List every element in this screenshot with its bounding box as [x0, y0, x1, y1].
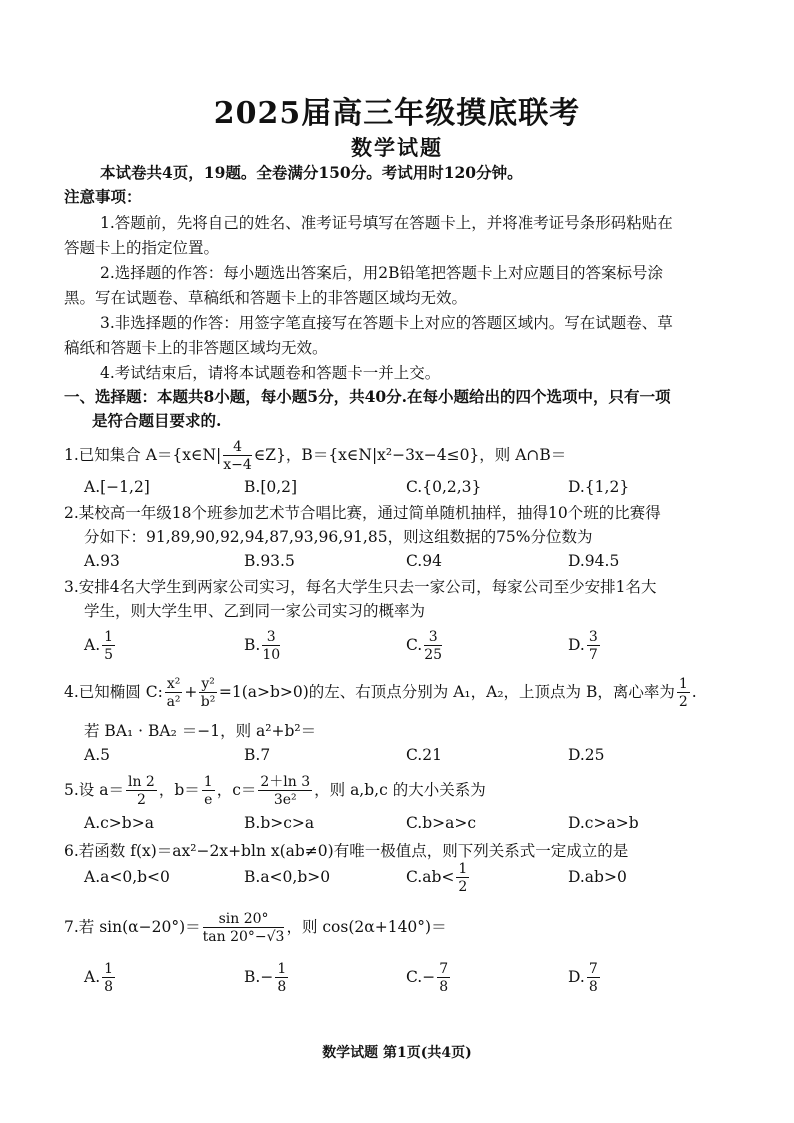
question-6-options — [84, 861, 724, 904]
question-2-stem: 2.某校高一年级18个班参加艺术节合唱比赛，通过简单随机抽样，抽得10个班的比赛得 — [64, 504, 661, 522]
option-b: B.[0,2] — [244, 478, 298, 496]
question-1-stem: 1.已知集合 A＝{x∈N| $\frac{4}{x-4}$ ∈Z}，B＝{x∈N|x²−3x−4≤0}，则 A∩B＝ — [64, 439, 567, 473]
option-d: D. $\frac{7}{8}$ — [568, 961, 598, 995]
option-a: A.c>b>a — [84, 814, 154, 832]
option-c: C.21 — [406, 746, 442, 764]
option-d: D.c>a>b — [568, 814, 639, 832]
page-footer: 数学试题 第1页(共4页) — [322, 1045, 472, 1061]
section-heading: 一、选择题：本题共8小题，每小题5分，共40分.在每小题给出的四个选项中，只有一项 — [64, 387, 671, 406]
option-d: D.{1,2} — [568, 478, 630, 496]
option-a: A.5 — [84, 746, 110, 764]
option-d: D.ab>0 — [568, 868, 627, 886]
note-line: 4.考试结束后，请将本试题卷和答题卡一并上交。 — [100, 364, 441, 382]
option-a: A.[−1,2] — [84, 478, 150, 496]
option-b: B.b>c>a — [244, 814, 315, 832]
note-line: 2.选择题的作答：每小题选出答案后，用2B铅笔把答题卡上对应题目的答案标号涂 — [100, 264, 664, 282]
option-c: C.b>a>c — [406, 814, 477, 832]
question-7-options — [84, 962, 724, 998]
option-b: B.7 — [244, 746, 271, 764]
section-heading-cont: 是符合题目要求的. — [92, 411, 222, 430]
question-3-stem-cont: 学生，则大学生甲、乙到同一家公司实习的概率为 — [84, 602, 426, 620]
note-line: 3.非选择题的作答：用签字笔直接写在答题卡上对应的答题区域内。写在试题卷、草 — [100, 314, 673, 332]
question-6-stem: 6.若函数 f(x)＝ax²−2x+bln x(ab≠0)有唯一极值点，则下列关系式一定成立的是 — [64, 842, 629, 860]
option-b: B.93.5 — [244, 552, 295, 570]
note-line: 黑。写在试题卷、草稿纸和答题卡上的非答题区域均无效。 — [64, 289, 468, 307]
option-c: C.− $\frac{7}{8}$ — [406, 961, 449, 995]
option-c: C. $\frac{3}{25}$ — [406, 629, 443, 663]
option-d: D.94.5 — [568, 552, 620, 570]
exam-info: 本试卷共4页，19题。全卷满分150分。考试用时120分钟。 — [100, 163, 523, 182]
option-a: A. $\frac{1}{5}$ — [84, 629, 114, 663]
question-5-stem: 5.设 a＝ $\frac{\ln 2}{2}$ ，b＝ $\frac{1}{e}$ ，c＝ $\frac{2+\ln 3}{\text{3e²}}$ ，则 a,b,c 的大小关系为 — [64, 774, 486, 808]
question-5-options — [84, 814, 724, 838]
option-a: A.93 — [84, 552, 120, 570]
exam-subtitle: 数学试题 — [351, 135, 443, 160]
option-b: B. $\frac{3}{10}$ — [244, 629, 281, 663]
question-3-options — [84, 630, 724, 666]
question-4-stem-cont: 若 BA₁ · BA₂ ＝−1，则 a²+b²＝ — [84, 722, 317, 740]
question-4-options — [84, 746, 724, 770]
exam-title: 2025届高三年级摸底联考 — [213, 96, 581, 131]
question-1-options — [84, 478, 724, 502]
question-4-stem: 4.已知椭圆 C: $\frac{\text{x²}}{\text{a²}}$ + $\frac{\text{y²}}{\text{b²}}$ =1(a>b>0)的左、右顶点分别为 A₁，A₂，上顶点为 B，离心率为 $\frac{1}{2}$ . — [64, 676, 697, 710]
question-2-stem-cont: 分如下：91,89,90,92,94,87,93,96,91,85，则这组数据的75%分位数为 — [84, 528, 593, 546]
note-line: 答题卡上的指定位置。 — [64, 239, 220, 257]
notes-heading: 注意事项： — [64, 187, 142, 206]
question-2-options — [84, 552, 724, 576]
option-d: D.25 — [568, 746, 605, 764]
option-d: D. $\frac{3}{7}$ — [568, 629, 598, 663]
fraction: $\frac{4}{x-4}$ — [223, 439, 252, 473]
question-7-stem: 7.若 sin(α−20°)＝ $\frac{\sin 20^\circ}{\tan 20^\circ-√3}$ ，则 cos(2α+140°)＝ — [64, 911, 447, 945]
option-b: B.a<0,b>0 — [244, 868, 331, 886]
question-3-stem: 3.安排4名大学生到两家公司实习，每名大学生只去一家公司，每家公司至少安排1名大 — [64, 578, 657, 596]
note-line: 稿纸和答题卡上的非答题区域均无效。 — [64, 339, 328, 357]
option-a: A.a<0,b<0 — [84, 868, 170, 886]
option-c: C.94 — [406, 552, 442, 570]
note-line: 1.答题前，先将自己的姓名、准考证号填写在答题卡上，并将准考证号条形码粘贴在 — [100, 214, 673, 232]
option-a: A. $\frac{1}{8}$ — [84, 961, 114, 995]
option-c: C.ab< $\frac{1}{2}$ — [406, 861, 468, 895]
option-b: B.− $\frac{1}{8}$ — [244, 961, 287, 995]
option-c: C.{0,2,3} — [406, 478, 482, 496]
